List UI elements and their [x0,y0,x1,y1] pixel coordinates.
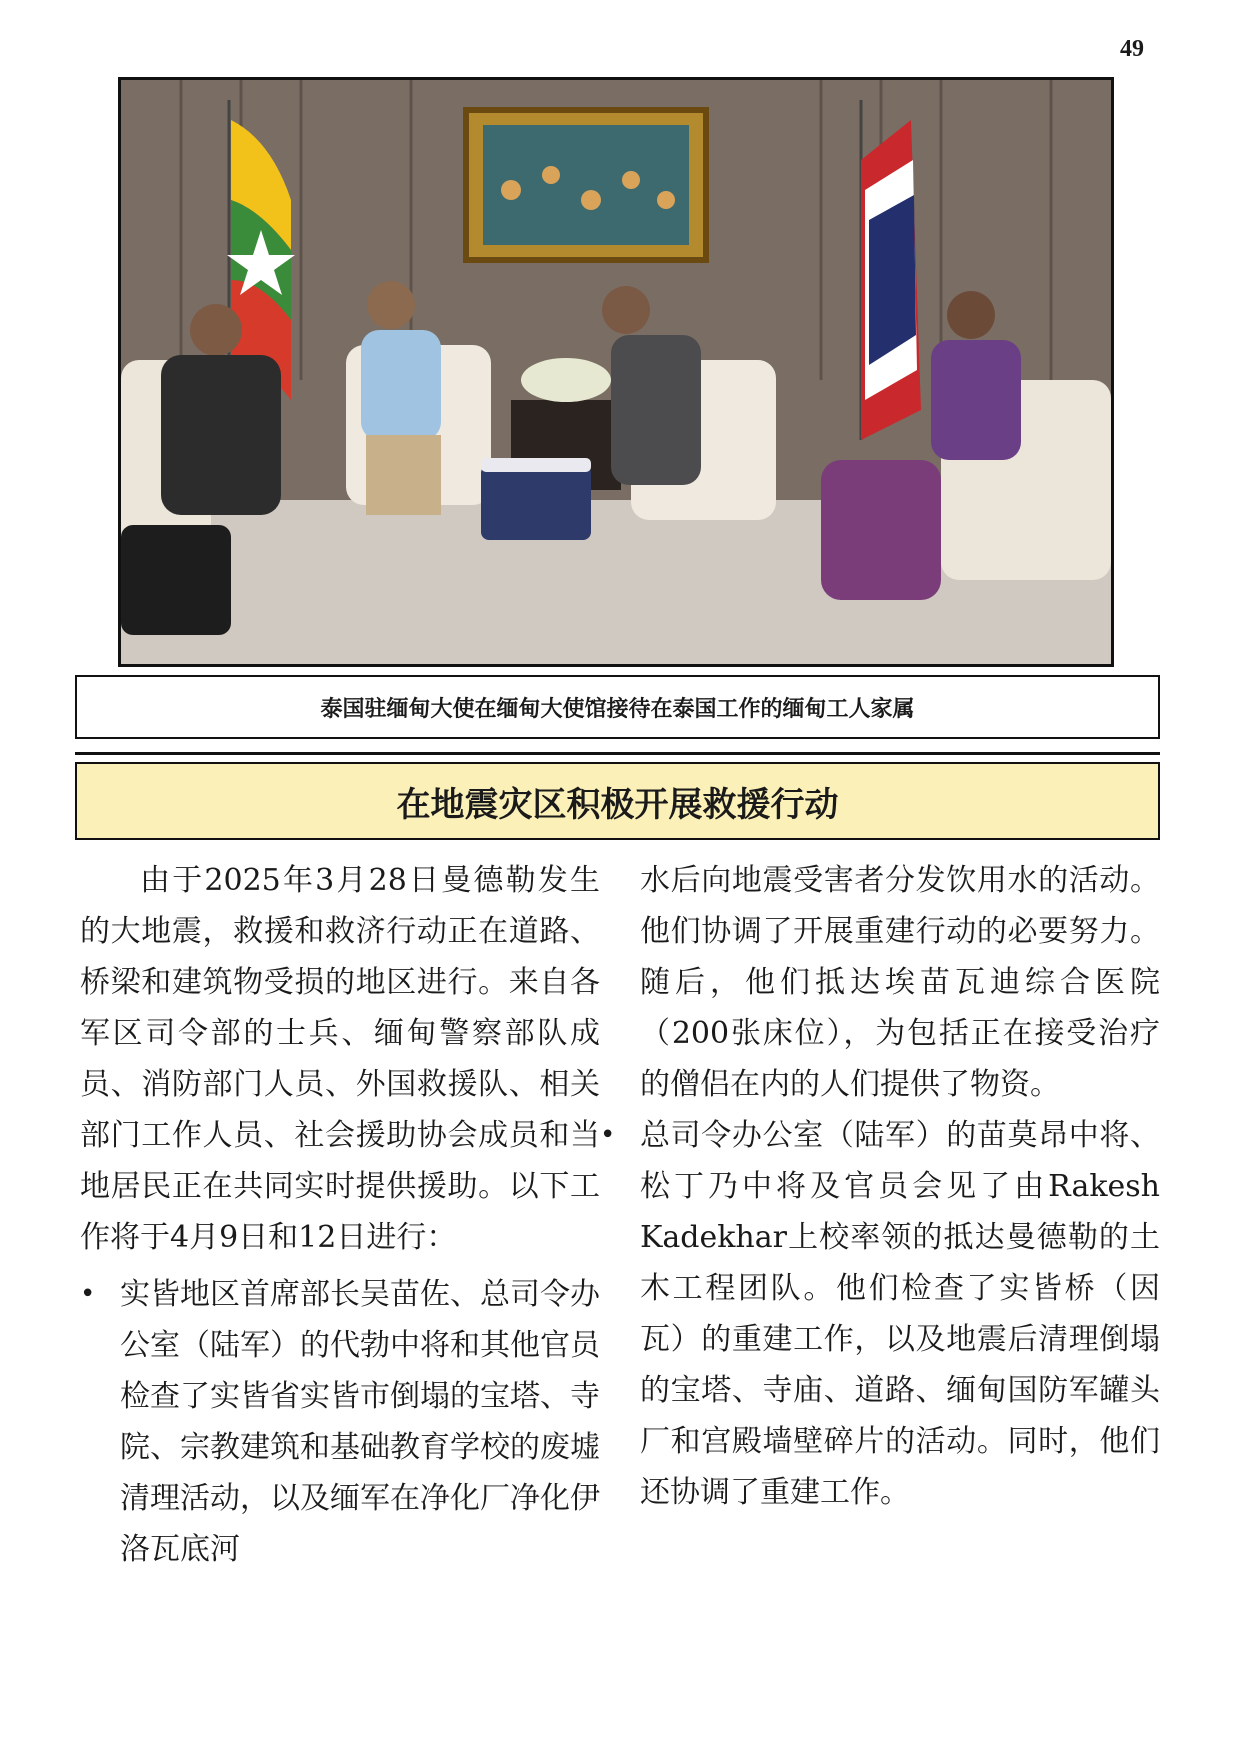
article-intro: 由于2025年3月28日曼德勒发生的大地震，救援和救济行动正在道路、桥梁和建筑物受损的地区进行。来自各军区司令部的士兵、缅甸警察部队成员、消防部门人员、外国救援队、相关部门工作人员、社会援助协会成员和当地居民正在共同实时提供援助。以下工作将于4月9日和12日进行： [80,863,600,1255]
bullet-1-text-left: 实皆地区首席部长吴苗佐、总司令办公室（陆军）的代勃中将和其他官员检查了实皆省实皆市倒塌的宝塔、寺院、宗教建筑和基础教育学校的废墟清理活动，以及缅军在净化厂净化伊洛瓦底河 [120,1277,600,1567]
meeting-photo [118,77,1114,667]
photo-caption: 泰国驻缅甸大使在缅甸大使馆接待在泰国工作的缅甸工人家属 [75,675,1160,739]
bullet-item-1 [80,1269,600,1575]
page-number: 49 [1120,36,1144,62]
bullet-1-text-right: 水后向地震受害者分发饮用水的活动。他们协调了开展重建行动的必要努力。随后，他们抵达埃苗瓦迪综合医院（200张床位），为包括正在接受治疗的僧侣在内的人们提供了物资。 [640,863,1160,1102]
photo-meeting-icon [121,80,1111,664]
title-divider [75,752,1160,755]
bullet-icon: • [600,1120,616,1150]
bullet-item-2 [600,1110,1160,1518]
bullet-icon: • [80,1279,96,1309]
article-title: 在地震灾区积极开展救援行动 [75,762,1160,840]
article-column-left [80,855,600,1575]
article-column-right [600,855,1160,1518]
bullet-2-text: 总司令办公室（陆军）的苗莫昂中将、松丁乃中将及官员会见了由Rakesh Kadekhar上校率领的抵达曼德勒的土木工程团队。他们检查了实皆桥（因瓦）的重建工作，以及地震后清理倒塌的宝塔、寺庙、道路、缅甸国防军罐头厂和宫殿墙壁碎片的活动。同时，他们还协调了重建工作。 [640,1118,1160,1510]
